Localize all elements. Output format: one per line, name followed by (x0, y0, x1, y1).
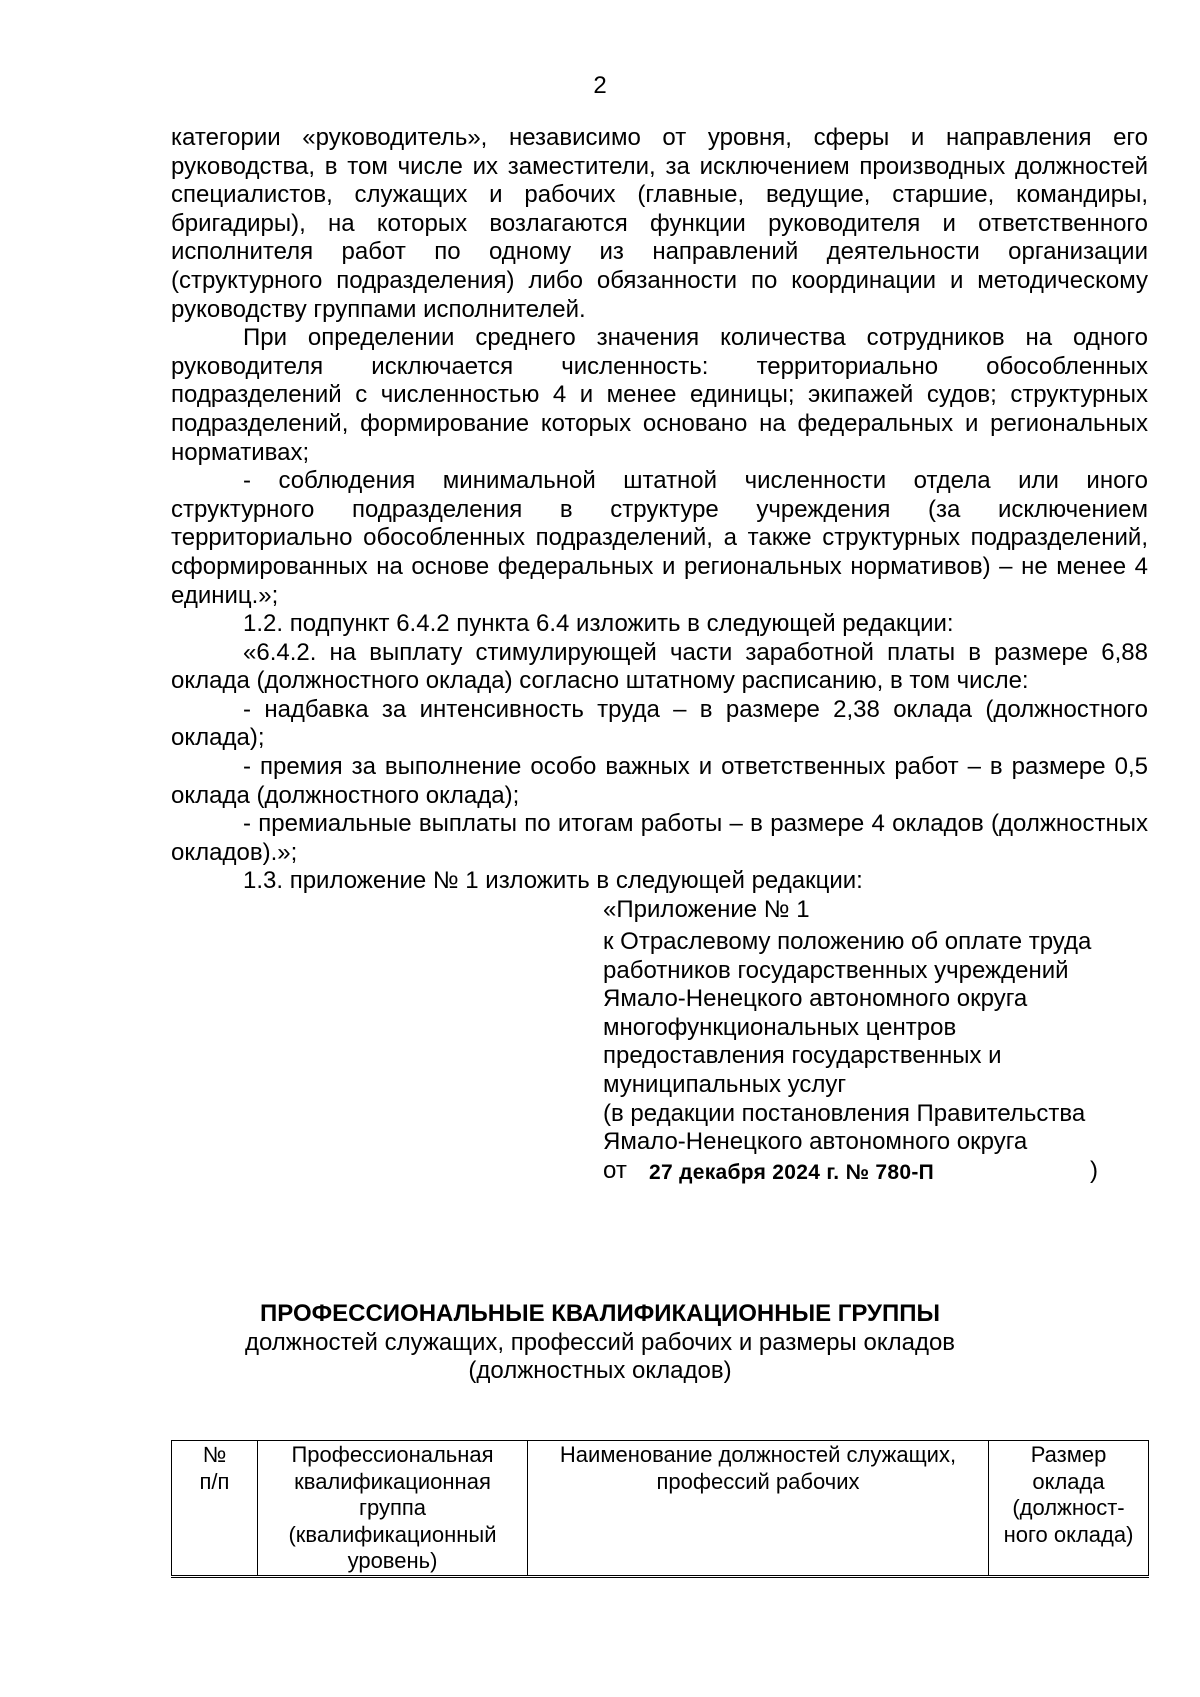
heading-title: ПРОФЕССИОНАЛЬНЫЕ КВАЛИФИКАЦИОННЫЕ ГРУППЫ (260, 1300, 940, 1327)
heading-subtitle-line-1: должностей служащих, профессий рабочих и размеры окладов (244, 1328, 956, 1356)
section-heading (0, 1300, 1200, 1386)
appendix-line: Ямало-Ненецкого автономного округа (603, 985, 1028, 1013)
appendix-line: предоставления государственных и (603, 1042, 1002, 1070)
header-number (172, 1441, 258, 1577)
paragraph-2: При определении среднего значения количества сотрудников на одного руководителя исключается численность: территориально обособленных подразделений с численностью 4 и менее единицы; экипажей судов; структурных подразделений, формирование которых основано на федеральных и региональных нормативах; (171, 324, 1148, 466)
paragraph-9: 1.3. приложение № 1 изложить в следующей редакции: (243, 867, 863, 895)
appendix-line: работников государственных учреждений (603, 956, 1069, 984)
paragraph-8: - премиальные выплаты по итогам работы – в размере 4 окладов (должностных окладов).»; (171, 810, 1148, 866)
appendix-line: (в редакции постановления Правительства (603, 1099, 1086, 1127)
header-salary-size-text: Размер оклада (должност-ного оклада) (1003, 1442, 1134, 1547)
decree-date-number: 27 декабря 2024 г. № 780-П (649, 1160, 935, 1184)
decree-from-label: от (603, 1156, 627, 1184)
appendix-block (603, 928, 1163, 1189)
page-number: 2 (593, 72, 607, 99)
appendix-line: многофункциональных центров (603, 1013, 957, 1041)
appendix-line: к Отраслевому положению об оплате труда (603, 928, 1092, 955)
decree-close-paren: ) (1090, 1156, 1098, 1184)
header-position-names: Наименование должностей служащих, профессий рабочих (528, 1441, 989, 1577)
paragraph-4: 1.2. подпункт 6.4.2 пункта 6.4 изложить в следующей редакции: (243, 610, 954, 638)
header-number-text: № п/п (199, 1442, 230, 1494)
appendix-line: муниципальных услуг (603, 1070, 847, 1098)
paragraph-5: «6.4.2. на выплату стимулирующей части заработной платы в размере 6,88 оклада (должностного оклада) согласно штатному расписанию, в том числе: (171, 638, 1148, 695)
header-salary-size (989, 1441, 1149, 1577)
paragraph-7: - премия за выполнение особо важных и ответственных работ – в размере 0,5 оклада (должностного оклада); (171, 753, 1148, 809)
header-qualification-group: Профессиональная квалификационная группа (квалификационный уровень) (258, 1441, 528, 1577)
appendix-caption: «Приложение № 1 (603, 896, 810, 924)
paragraph-6: - надбавка за интенсивность труда – в размере 2,38 оклада (должностного оклада); (171, 695, 1148, 752)
salary-table (171, 1440, 1148, 1578)
paragraph-3: - соблюдения минимальной штатной численности отдела или иного структурного подразделения в структуре учреждения (за исключением территориально обособленных подразделений, а также структурных подразделений, сформированных на основе федеральных и региональных нормативов) – не менее 4 единиц.»; (171, 467, 1148, 609)
document-body (171, 124, 1148, 925)
heading-subtitle-line-2: (должностных окладов) (468, 1357, 732, 1385)
paragraph-1: категории «руководитель», независимо от уровня, сферы и направления его руководства, в том числе их заместители, за исключением производных должностей специалистов, служащих и рабочих (главные, ведущие, старшие, командиры, бригадиры), на которых возлагаются функции руководителя и ответственного исполнителя работ по одному из направлений деятельности организации (структурного подразделения) либо обязанности по координации и методическому руководству группами исполнителей. (171, 124, 1148, 323)
table-header-row (172, 1441, 1149, 1577)
decree-line (603, 1157, 1163, 1189)
appendix-line: Ямало-Ненецкого автономного округа (603, 1128, 1028, 1156)
